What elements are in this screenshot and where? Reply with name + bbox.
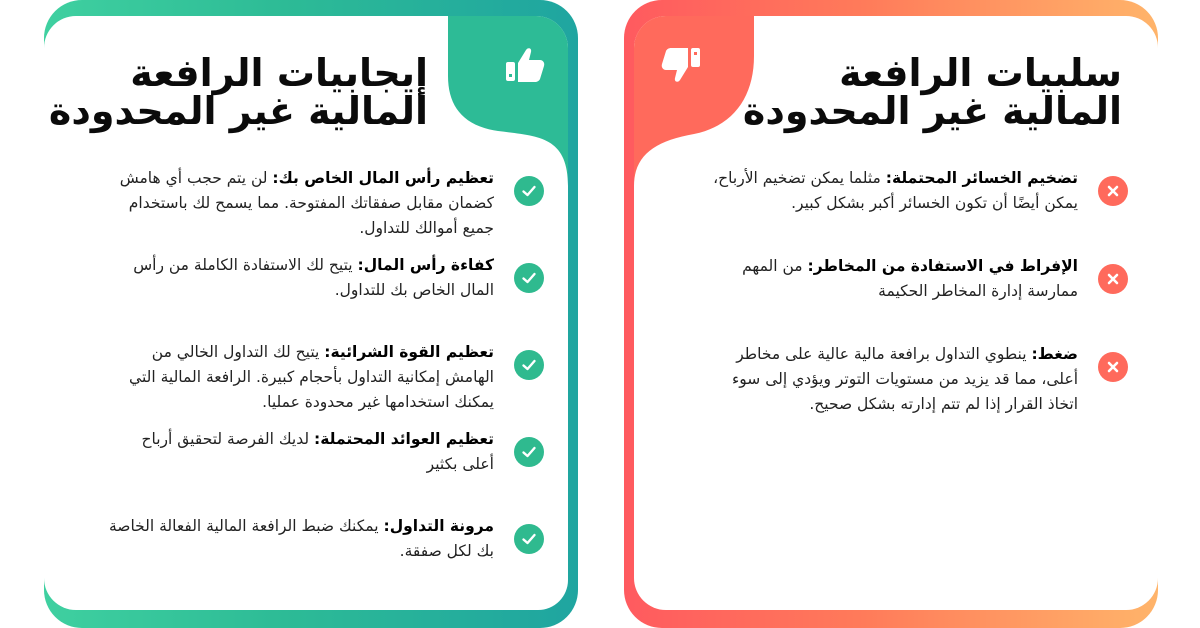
check-icon xyxy=(514,437,544,467)
pros-item-text xyxy=(108,253,494,303)
cons-item-body: ينطوي التداول برافعة مالية عالية على مخاطر أعلى، مما قد يزيد من مستويات التوتر ويؤدي إلى سوء اتخاذ القرار إذا لم تتم إدارته بشكل صحيح. xyxy=(732,345,1078,413)
pros-item-text xyxy=(108,340,494,415)
x-icon xyxy=(1098,176,1128,206)
cons-item-heading: ضغط: xyxy=(1031,345,1078,363)
pros-item-text xyxy=(108,427,494,477)
cons-item xyxy=(708,166,1128,254)
cons-list xyxy=(708,166,1128,432)
x-icon xyxy=(1098,264,1128,294)
cons-item-text xyxy=(708,254,1078,304)
pros-title-line2: المالية غير المحدودة xyxy=(48,89,428,133)
pros-title xyxy=(48,51,428,133)
cons-item-heading: تضخيم الخسائر المحتملة: xyxy=(885,169,1078,187)
pros-item xyxy=(108,427,544,514)
cons-corner-decoration xyxy=(634,16,754,186)
thumbs-down-icon xyxy=(660,46,702,88)
pros-item xyxy=(108,166,544,253)
pros-list xyxy=(108,166,544,584)
pros-title-line1: إيجابيات الرافعة xyxy=(130,51,428,95)
cons-item xyxy=(708,254,1128,342)
pros-item-heading: تعظيم العوائد المحتملة: xyxy=(314,430,494,448)
pros-item-body: يمكنك ضبط الرافعة المالية الفعالة الخاصة بك لكل صفقة. xyxy=(108,517,494,560)
pros-item-text xyxy=(108,166,494,241)
pros-item-body: لديك الفرصة لتحقيق أرباح أعلى بكثير xyxy=(141,430,494,473)
pros-item-body: يتيح لك الاستفادة الكاملة من رأس المال الخاص بك للتداول. xyxy=(133,256,494,299)
check-icon xyxy=(514,176,544,206)
pros-item-heading: كفاءة رأس المال: xyxy=(357,256,494,274)
pros-item xyxy=(108,514,544,584)
pros-item-text xyxy=(108,514,494,564)
check-icon xyxy=(514,350,544,380)
x-icon xyxy=(1098,352,1128,382)
cons-item-text xyxy=(708,166,1078,216)
pros-item-heading: تعظيم القوة الشرائية: xyxy=(324,343,494,361)
pros-corner-decoration xyxy=(448,16,568,186)
cons-title-line2: المالية غير المحدودة xyxy=(742,89,1122,133)
cons-item-body: من المهم ممارسة إدارة المخاطر الحكيمة xyxy=(742,257,1078,300)
cons-title-line1: سلبيات الرافعة xyxy=(839,51,1122,95)
cons-card xyxy=(624,0,1158,628)
cons-item-body: مثلما يمكن تضخيم الأرباح، يمكن أيضًا أن تكون الخسائر أكبر بشكل كبير. xyxy=(713,169,1078,212)
pros-card-panel xyxy=(44,16,568,610)
cons-item-heading: الإفراط في الاستفادة من المخاطر: xyxy=(807,257,1078,275)
cons-item-text xyxy=(708,342,1078,417)
cons-item xyxy=(708,342,1128,432)
pros-item xyxy=(108,340,544,427)
cons-card-panel xyxy=(634,16,1158,610)
pros-card xyxy=(44,0,578,628)
thumbs-up-icon xyxy=(504,46,546,88)
check-icon xyxy=(514,263,544,293)
pros-item-heading: تعظيم رأس المال الخاص بك: xyxy=(272,169,494,187)
check-icon xyxy=(514,524,544,554)
pros-item xyxy=(108,253,544,340)
cons-title xyxy=(742,51,1122,133)
pros-item-body: يتيح لك التداول الخالي من الهامش إمكانية التداول بأحجام كبيرة. الرافعة المالية التي يمكنك استخدامها غير محدودة عمليا. xyxy=(129,343,494,411)
pros-item-heading: مرونة التداول: xyxy=(383,517,494,535)
pros-item-body: لن يتم حجب أي هامش كضمان مقابل صفقاتك المفتوحة. مما يسمح لك باستخدام جميع أموالك للتداول. xyxy=(119,169,494,237)
